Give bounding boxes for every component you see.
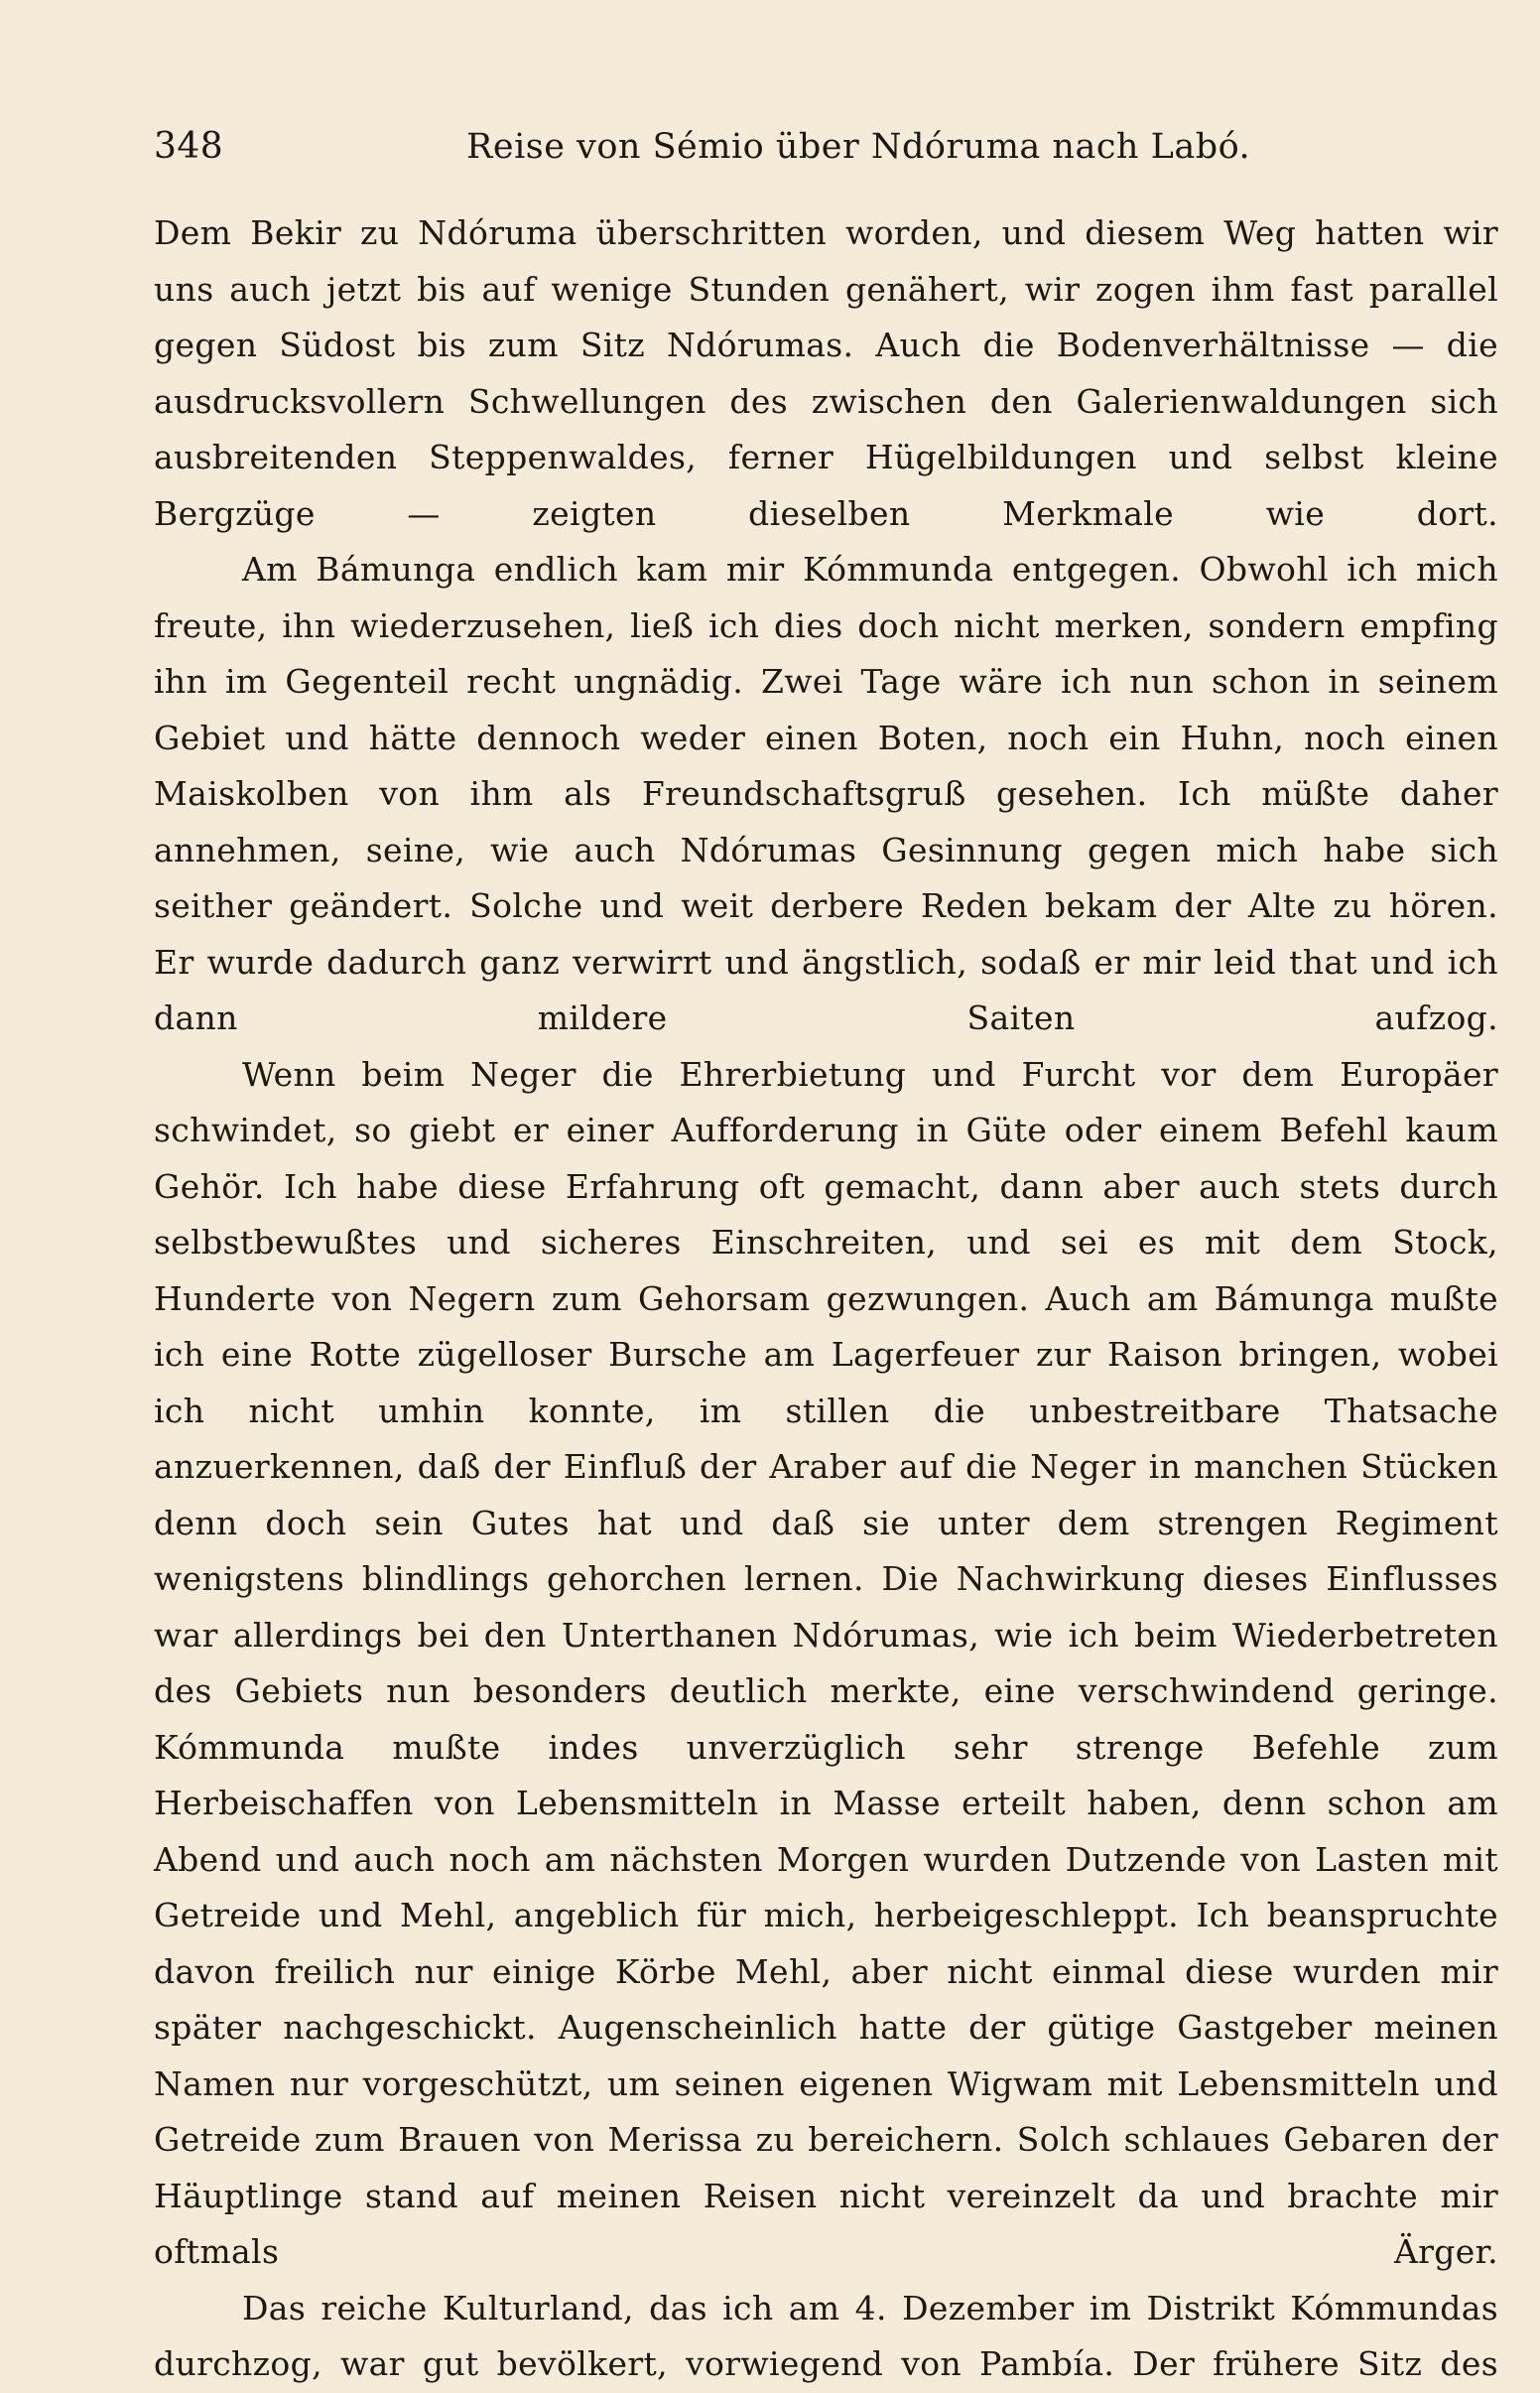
paragraph-neger: Wenn beim Neger die Ehrerbietung und Furcht vor dem Europäer schwindet, so giebt er einer Aufforderung in Güte oder einem Befehl kaum Gehör. Ich habe diese Erfahrung oft gemacht, dann aber auch stets durch selbstbewußtes und sicheres Einschreiten, und sei es mit dem Stock, Hunderte von Negern zum Gehorsam gezwungen. Auch am Bámunga mußte ich eine Rotte zügelloser Bursche am Lagerfeuer zur Raison bringen, wobei ich nicht umhin konnte, im stillen die unbestreitbare Thatsache anzuerkennen, daß der Einfluß der Araber auf die Neger in manchen Stücken denn doch sein Gutes hat und daß sie unter dem strengen Regiment wenigstens blindlings gehorchen lernen. Die Nachwirkung dieses Einflusses war allerdings bei den Unterthanen Ndórumas, wie ich beim Wiederbetreten des Gebiets nun besonders deutlich merkte, eine verschwindend geringe. Kómmunda mußte indes unverzüglich sehr strenge Befehle zum Herbeischaffen von Lebensmitteln in Masse erteilt haben, denn schon am Abend und auch noch am nächsten Morgen wurden Dutzende von Lasten mit Getreide und Mehl, angeblich für mich, herbeigeschleppt. Ich beanspruchte davon freilich nur einige Körbe Mehl, aber nicht einmal diese wurden mir später nachgeschickt. Augenscheinlich hatte der gütige Gastgeber meinen Namen nur vorgeschützt, um seinen eigenen Wigwam mit Lebensmitteln und Getreide zum Brauen von Merissa zu bereichern. Solch schlaues Gebaren der Häuptlinge stand auf meinen Reisen nicht vereinzelt da und brachte mir oftmals Ärger. xyxy=(154,1054,1498,2271)
paragraph-kulturland: Das reiche Kulturland, das ich am 4. Dezember im Distrikt Kómmundas durchzog, war gut bevölkert, vorwiegend von Pambía. Der frühere Sitz des xyxy=(154,2288,1498,2383)
page-header xyxy=(154,117,1498,177)
paragraph-bamunga: Am Bámunga endlich kam mir Kómmunda entgegen. Obwohl ich mich freute, ihn wiederzusehen, ließ ich dies doch nicht merken, sondern empfing ihn im Gegenteil recht ungnädig. Zwei Tage wäre ich nun schon in seinem Gebiet und hätte dennoch weder einen Boten, noch ein Huhn, noch einen Maiskolben von ihm als Freundschaftsgruß gesehen. Ich müßte daher annehmen, seine, wie auch Ndórumas Gesinnung gegen mich habe sich seither geändert. Solche und weit derbere Reden bekam der Alte zu hören. Er wurde dadurch ganz verwirrt und ängstlich, sodaß er mir leid that und ich dann mildere Saiten aufzog. xyxy=(154,550,1498,1037)
page-body xyxy=(154,205,1498,2393)
page-number: 348 xyxy=(154,126,224,167)
running-head: Reise von Sémio über Ndóruma nach Labó. xyxy=(466,127,1251,167)
paragraph-continuation: Dem Bekir zu Ndóruma überschritten worden, und diesem Weg hatten wir uns auch jetzt bis auf wenige Stunden genähert, wir zogen ihm fast parallel gegen Südost bis zum Sitz Ndórumas. Auch die Bodenverhältnisse — die ausdrucksvollern Schwellungen des zwischen den Galerienwaldungen sich ausbreitenden Steppenwaldes, ferner Hügelbildungen und selbst kleine Bergzüge — zeigten dieselben Merkmale wie dort. xyxy=(154,213,1498,533)
